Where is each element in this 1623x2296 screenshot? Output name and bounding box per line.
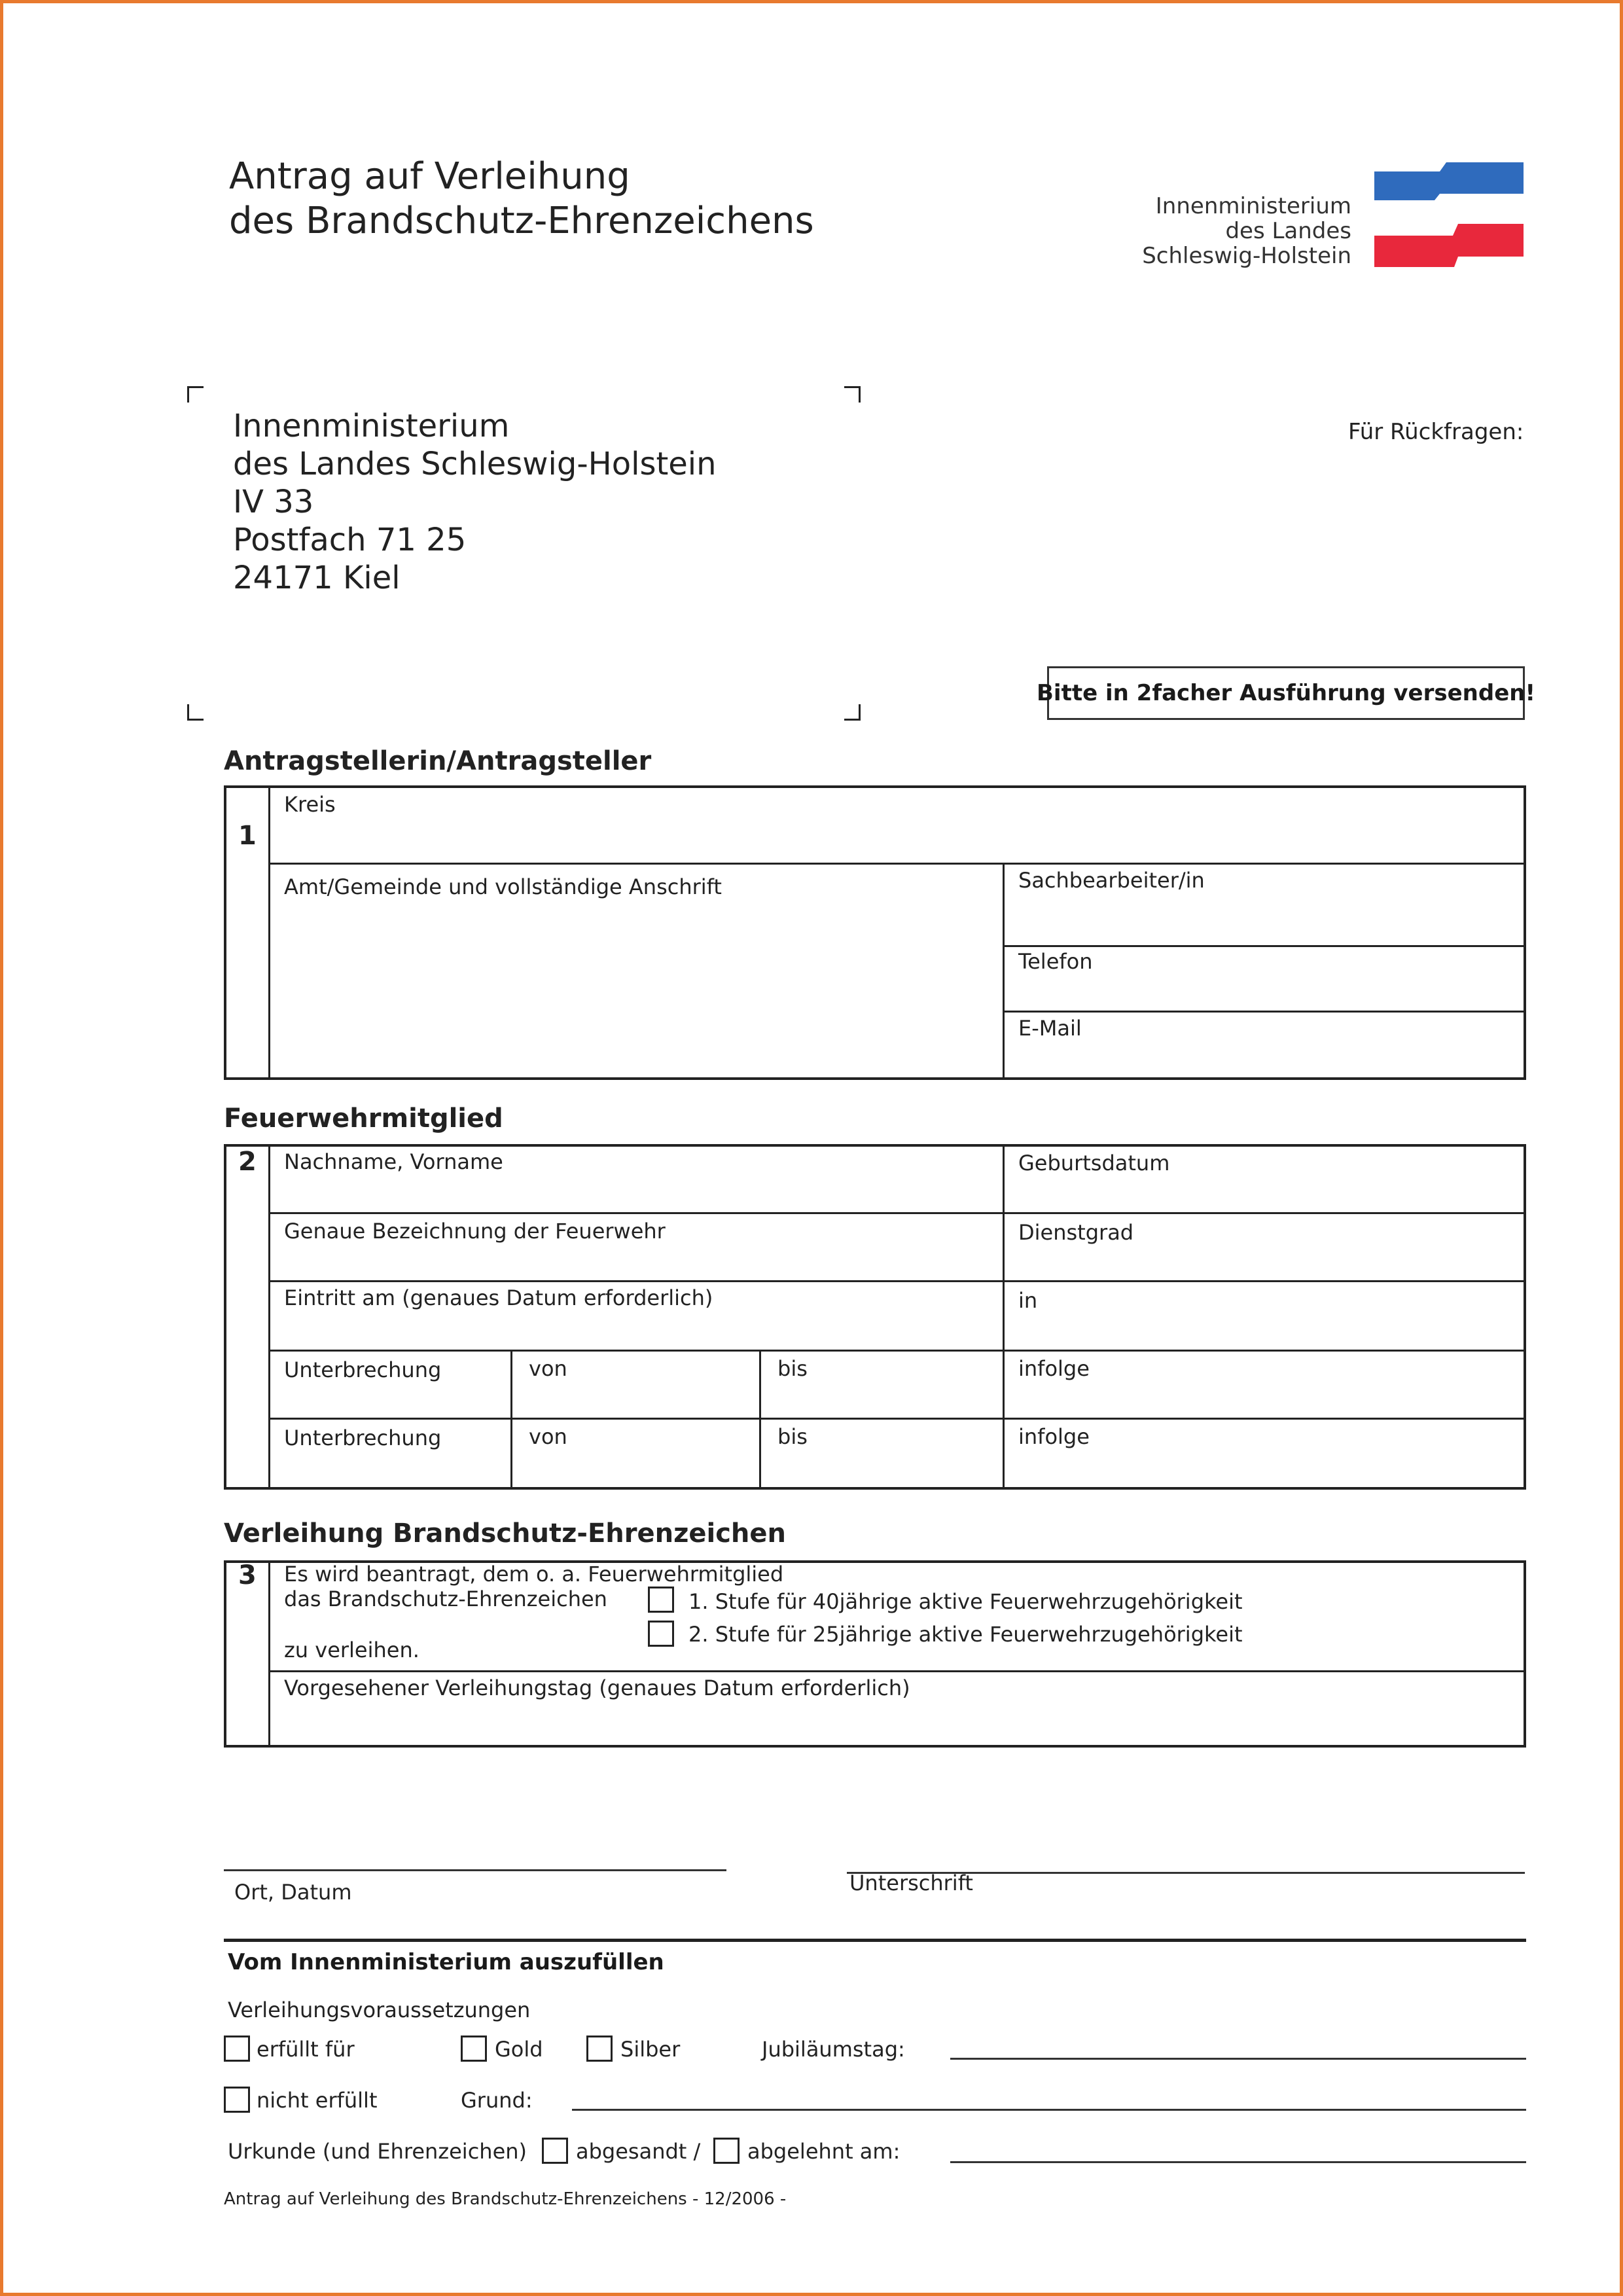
voraussetzungen-label: Verleihungsvoraussetzungen <box>228 1998 531 2022</box>
email-field[interactable]: E-Mail <box>1018 1016 1082 1041</box>
ministry-line-3: Schleswig-Holstein <box>1142 243 1351 269</box>
grund-label: Grund: <box>461 2088 533 2113</box>
rueckfragen-label: Für Rückfragen: <box>1348 419 1524 445</box>
sachbearbeiter-field[interactable]: Sachbearbeiter/in <box>1018 868 1205 893</box>
section3-number: 3 <box>238 1560 257 1590</box>
telefon-field[interactable]: Telefon <box>1018 949 1093 974</box>
section2-row-divider-2 <box>268 1280 1526 1282</box>
section2-row-divider-4 <box>268 1418 1526 1420</box>
jubilaeumstag-line[interactable] <box>950 2058 1526 2060</box>
section1-row-divider <box>268 863 1526 865</box>
address-line-1: Innenministerium <box>233 408 510 444</box>
verleihungstag-field[interactable]: Vorgesehener Verleihungstag (genaues Datum erforderlich) <box>284 1676 910 1700</box>
window-corner-bottom-left <box>187 704 204 721</box>
nicht-erfuellt-label: nicht erfüllt <box>257 2088 378 2113</box>
unterbrechung-1-bis-field[interactable]: bis <box>777 1356 808 1381</box>
section1-box <box>224 785 1526 1080</box>
window-corner-bottom-right <box>844 704 861 721</box>
unterbrechung-2-infolge-field[interactable]: infolge <box>1018 1424 1090 1449</box>
abgesandt-label: abgesandt / <box>576 2139 701 2164</box>
dienstgrad-field[interactable]: Dienstgrad <box>1018 1220 1134 1245</box>
unterbrechung-1-infolge-field[interactable]: infolge <box>1018 1356 1090 1381</box>
stufe1-label: 1. Stufe für 40jährige aktive Feuerwehrzugehörigkeit <box>688 1589 1243 1614</box>
address-line-3: IV 33 <box>233 484 314 520</box>
title-line-2: des Brandschutz-Ehrenzeichens <box>229 200 814 242</box>
section3-heading: Verleihung Brandschutz-Ehrenzeichen <box>224 1518 787 1549</box>
unterbrechung-1-label: Unterbrechung <box>284 1357 442 1382</box>
ministry-line-1: Innenministerium <box>1155 193 1351 219</box>
section2-row-divider-3 <box>268 1350 1526 1352</box>
section2-number: 2 <box>238 1147 257 1177</box>
section2-number-divider <box>268 1144 270 1490</box>
gold-checkbox[interactable] <box>461 2036 487 2062</box>
recipient-address <box>233 407 717 597</box>
ministry-logo-icon <box>1374 160 1525 271</box>
ministry-use-heading: Vom Innenministerium auszufüllen <box>228 1949 664 1975</box>
section2-col-divider <box>1003 1144 1005 1490</box>
eintritt-field[interactable]: Eintritt am (genaues Datum erforderlich) <box>284 1285 713 1310</box>
urkunde-label: Urkunde (und Ehrenzeichen) <box>228 2139 527 2164</box>
section2-von-divider <box>510 1350 512 1490</box>
address-line-2: des Landes Schleswig-Holstein <box>233 446 717 482</box>
ministry-section-divider <box>224 1939 1526 1942</box>
section1-heading: Antragstellerin/Antragsteller <box>224 746 652 776</box>
document-title <box>229 154 814 243</box>
section1-number: 1 <box>238 821 257 851</box>
unterschrift-label: Unterschrift <box>849 1871 973 1895</box>
ministry-wordmark <box>1113 194 1351 268</box>
stufe1-checkbox[interactable] <box>648 1587 674 1613</box>
amt-gemeinde-field[interactable]: Amt/Gemeinde und vollständige Anschrift <box>284 874 722 899</box>
gold-label: Gold <box>495 2037 543 2062</box>
address-line-4: Postfach 71 25 <box>233 522 467 558</box>
section1-right-divider-2 <box>1003 1011 1526 1013</box>
unterbrechung-1-von-field[interactable]: von <box>529 1356 567 1381</box>
ort-datum-line[interactable] <box>224 1869 726 1871</box>
am-date-line[interactable] <box>950 2161 1526 2163</box>
in-field[interactable]: in <box>1018 1288 1038 1313</box>
silber-checkbox[interactable] <box>586 2036 613 2062</box>
geburtsdatum-field[interactable]: Geburtsdatum <box>1018 1151 1170 1175</box>
notice-box: Bitte in 2facher Ausführung versenden! <box>1047 666 1525 720</box>
antrag-text-line3: zu verleihen. <box>284 1638 419 1662</box>
erfuellt-label: erfüllt für <box>257 2037 355 2062</box>
address-line-5: 24171 Kiel <box>233 560 401 596</box>
abgelehnt-label: abgelehnt am: <box>747 2139 901 2164</box>
window-corner-top-right <box>844 386 861 403</box>
section1-col-divider <box>1003 863 1005 1080</box>
antrag-text-line1: Es wird beantragt, dem o. a. Feuerwehrmitglied <box>284 1562 784 1587</box>
grund-line[interactable] <box>572 2109 1526 2111</box>
silber-label: Silber <box>620 2037 681 2062</box>
section2-row-divider-1 <box>268 1212 1526 1214</box>
feuerwehr-field[interactable]: Genaue Bezeichnung der Feuerwehr <box>284 1219 666 1244</box>
abgesandt-checkbox[interactable] <box>542 2138 568 2164</box>
jubilaeumstag-label: Jubiläumstag: <box>762 2037 905 2062</box>
section1-right-divider-1 <box>1003 945 1526 947</box>
section3-number-divider <box>268 1560 270 1748</box>
unterbrechung-2-bis-field[interactable]: bis <box>777 1424 808 1449</box>
window-corner-top-left <box>187 386 204 403</box>
section2-heading: Feuerwehrmitglied <box>224 1103 503 1134</box>
antrag-text-line2: das Brandschutz-Ehrenzeichen <box>284 1587 607 1611</box>
stufe2-checkbox[interactable] <box>648 1621 674 1647</box>
stufe2-label: 2. Stufe für 25jährige aktive Feuerwehrzugehörigkeit <box>688 1622 1243 1647</box>
erfuellt-checkbox[interactable] <box>224 2036 250 2062</box>
kreis-field[interactable]: Kreis <box>284 792 336 817</box>
unterbrechung-2-von-field[interactable]: von <box>529 1424 567 1449</box>
abgelehnt-checkbox[interactable] <box>713 2138 740 2164</box>
unterbrechung-2-label: Unterbrechung <box>284 1426 442 1450</box>
section3-row-divider <box>268 1670 1526 1672</box>
form-footer: Antrag auf Verleihung des Brandschutz-Ehrenzeichens - 12/2006 - <box>224 2189 787 2209</box>
ministry-line-2: des Landes <box>1225 218 1351 244</box>
nachname-field[interactable]: Nachname, Vorname <box>284 1149 503 1174</box>
ort-datum-label: Ort, Datum <box>234 1880 352 1905</box>
section1-number-divider <box>268 785 270 1080</box>
title-line-1: Antrag auf Verleihung <box>229 155 630 198</box>
nicht-erfuellt-checkbox[interactable] <box>224 2087 250 2113</box>
section2-bis-divider <box>759 1350 761 1490</box>
